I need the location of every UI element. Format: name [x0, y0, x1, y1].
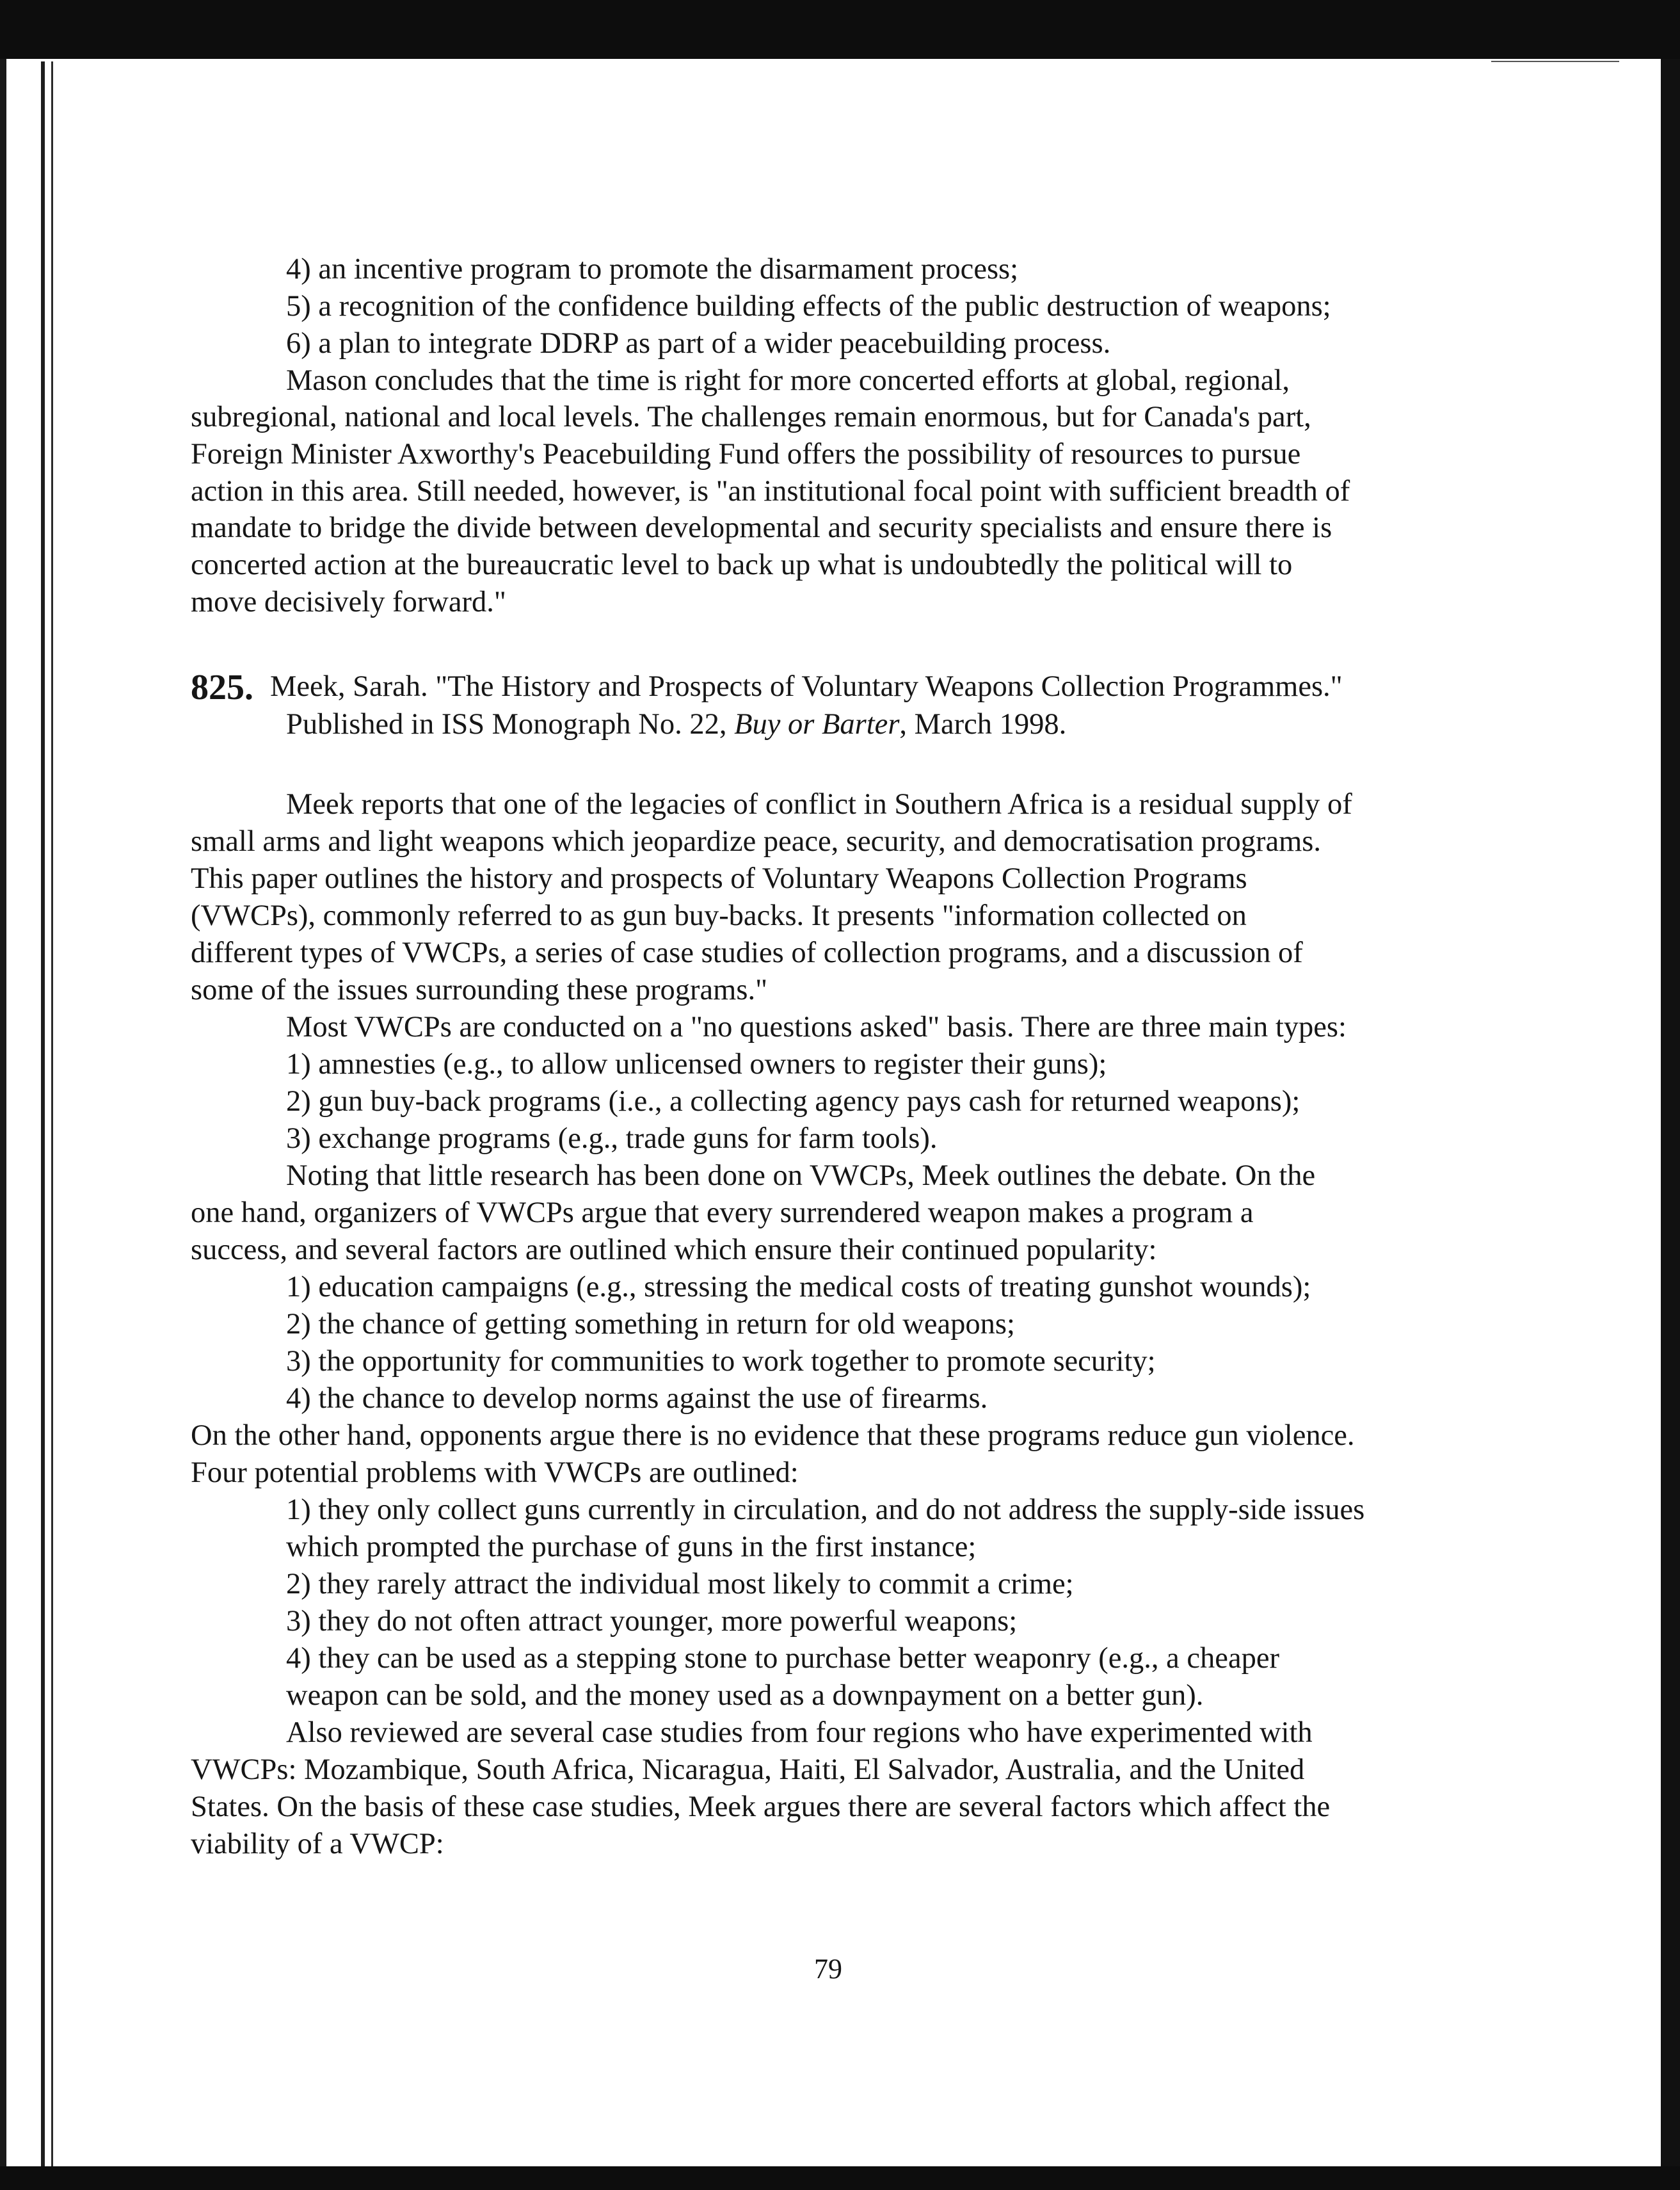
paragraph-line: This paper outlines the history and prospects of Voluntary Weapons Collection Programs — [191, 862, 1247, 895]
paragraph-line: move decisively forward." — [191, 586, 506, 618]
paragraph-line: Noting that little research has been done on VWCPs, Meek outlines the debate. On the — [286, 1159, 1316, 1192]
list-item: 2) the chance of getting something in return for old weapons; — [286, 1308, 1015, 1341]
list-item: 2) they rarely attract the individual most likely to commit a crime; — [286, 1568, 1074, 1600]
list-item: 4) an incentive program to promote the disarmament process; — [286, 253, 1019, 286]
paragraph-line: small arms and light weapons which jeopardize peace, security, and democratisation programs. — [191, 825, 1321, 858]
page-number: 79 — [814, 1953, 842, 1985]
list-item: 1) education campaigns (e.g., stressing the medical costs of treating gunshot wounds); — [286, 1271, 1311, 1303]
citation-publisher: Published in ISS Monograph No. 22, — [286, 708, 735, 741]
paragraph-line: VWCPs: Mozambique, South Africa, Nicaragua, Haiti, El Salvador, Australia, and the United — [191, 1753, 1305, 1786]
paragraph-line: Foreign Minister Axworthy's Peacebuilding Fund offers the possibility of resources to pursue — [191, 438, 1301, 471]
paragraph-line: one hand, organizers of VWCPs argue that every surrendered weapon makes a program a — [191, 1196, 1254, 1229]
paragraph-line: Most VWCPs are conducted on a "no questions asked" basis. There are three main types: — [286, 1011, 1347, 1043]
paragraph-line: action in this area. Still needed, however, is "an institutional focal point with sufficient breadth of — [191, 475, 1350, 508]
paragraph-line: Mason concludes that the time is right for more concerted efforts at global, regional, — [286, 364, 1290, 397]
paragraph-line: concerted action at the bureaucratic level to back up what is undoubtedly the political will to — [191, 549, 1293, 581]
paragraph-line: some of the issues surrounding these programs." — [191, 974, 768, 1006]
paragraph-line: mandate to bridge the divide between developmental and security specialists and ensure there is — [191, 511, 1332, 544]
paragraph-line: viability of a VWCP: — [191, 1828, 444, 1860]
paragraph-line: subregional, national and local levels. The challenges remain enormous, but for Canada's part, — [191, 401, 1311, 433]
citation-title: Buy or Barter — [734, 708, 900, 741]
list-item: 4) the chance to develop norms against the use of firearms. — [286, 1382, 988, 1415]
citation-line-2 — [286, 705, 1066, 744]
list-item-continuation: which prompted the purchase of guns in the first instance; — [286, 1531, 977, 1563]
citation-date: , March 1998. — [899, 708, 1067, 741]
paragraph-line: States. On the basis of these case studies, Meek argues there are several factors which affect the — [191, 1791, 1331, 1823]
list-item: 2) gun buy-back programs (i.e., a collecting agency pays cash for returned weapons); — [286, 1085, 1300, 1118]
paragraph-line: On the other hand, opponents argue there is no evidence that these programs reduce gun violence. — [191, 1419, 1355, 1452]
paragraph-line: Meek reports that one of the legacies of conflict in Southern Africa is a residual supply of — [286, 788, 1352, 821]
list-item: 5) a recognition of the confidence building effects of the public destruction of weapons; — [286, 290, 1331, 323]
list-item: 1) they only collect guns currently in circulation, and do not address the supply-side issues — [286, 1494, 1365, 1526]
paragraph-line: Four potential problems with VWCPs are outlined: — [191, 1456, 799, 1489]
paragraph-line: (VWCPs), commonly referred to as gun buy-backs. It presents "information collected on — [191, 899, 1247, 932]
entry-number: 825. — [191, 668, 253, 707]
paragraph-line: different types of VWCPs, a series of case studies of collection programs, and a discussion of — [191, 937, 1303, 969]
paragraph-line: success, and several factors are outlined which ensure their continued popularity: — [191, 1234, 1157, 1266]
list-item-continuation: weapon can be sold, and the money used as a downpayment on a better gun). — [286, 1679, 1204, 1712]
list-item: 4) they can be used as a stepping stone to purchase better weaponry (e.g., a cheaper — [286, 1642, 1279, 1675]
list-item: 1) amnesties (e.g., to allow unlicensed owners to register their guns); — [286, 1048, 1107, 1081]
paragraph-line: Also reviewed are several case studies from four regions who have experimented with — [286, 1716, 1313, 1749]
citation-line: Meek, Sarah. "The History and Prospects of Voluntary Weapons Collection Programmes." — [270, 670, 1343, 703]
list-item: 3) the opportunity for communities to work together to promote security; — [286, 1345, 1156, 1378]
list-item: 6) a plan to integrate DDRP as part of a wider peacebuilding process. — [286, 327, 1111, 360]
list-item: 3) they do not often attract younger, more powerful weapons; — [286, 1605, 1018, 1638]
list-item: 3) exchange programs (e.g., trade guns for farm tools). — [286, 1122, 938, 1155]
